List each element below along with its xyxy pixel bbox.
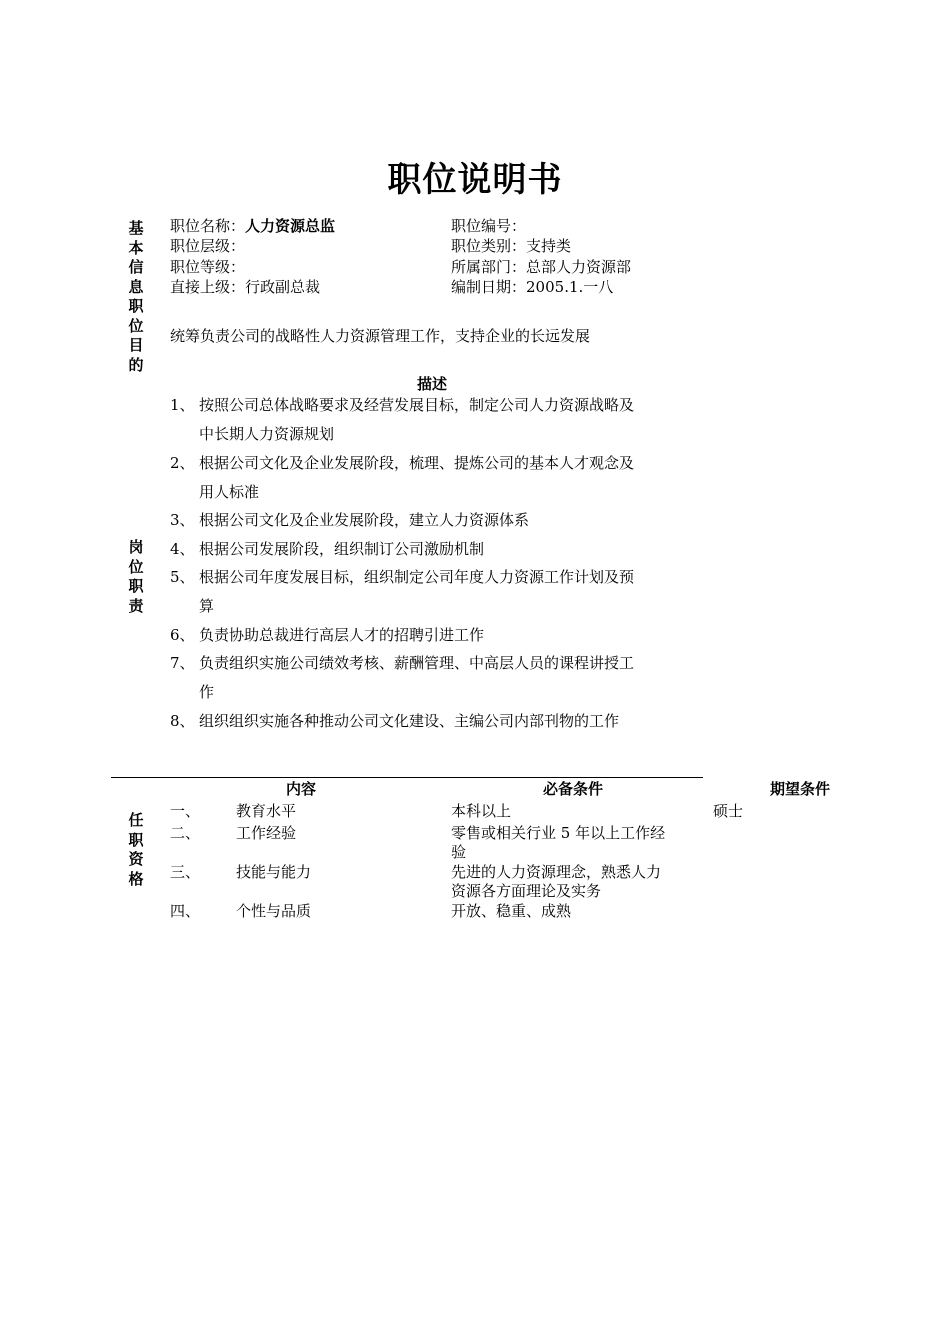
date-label: 编制日期： — [451, 278, 527, 296]
label-char: 目 — [128, 336, 144, 354]
label-char: 位 — [128, 316, 144, 335]
label-char: 责 — [128, 596, 144, 615]
qual-required — [451, 824, 701, 862]
department-label: 所属部门： — [451, 258, 527, 276]
duty-line: 负责组织实施公司绩效考核、薪酬管理、中高层人员的课程讲授工 — [199, 654, 635, 672]
position-name-row — [170, 216, 335, 236]
qual-item: 个性与品质 — [236, 902, 312, 920]
duty-line: 作 — [199, 683, 215, 701]
label-char: 职 — [128, 577, 144, 595]
duty-number: 4、 — [170, 540, 195, 558]
label-char: 任 — [128, 811, 144, 829]
position-name-label: 职位名称： — [170, 217, 246, 235]
section-label-qualifications — [121, 811, 151, 889]
duty-line: 根据公司发展阶段，组织制订公司激励机制 — [199, 540, 485, 558]
qual-desired: 硕士 — [713, 802, 744, 820]
qual-number: 一、 — [170, 802, 201, 820]
qual-required-line: 验 — [451, 843, 467, 861]
purpose-text: 统筹负责公司的战略性人力资源管理工作，支持企业的长远发展 — [170, 327, 591, 345]
duty-line: 根据公司文化及企业发展阶段，梳理、提炼公司的基本人才观念及 — [199, 454, 635, 472]
qual-required — [451, 902, 701, 921]
qual-required-line: 先进的人力资源理念，熟悉人力 — [451, 863, 662, 881]
qual-required — [451, 863, 701, 901]
label-char: 的 — [128, 355, 144, 374]
duty-number: 2、 — [170, 454, 195, 472]
table-divider — [111, 777, 703, 778]
duty-number: 5、 — [170, 568, 195, 586]
qual-required-line: 资源各方面理论及实务 — [451, 882, 602, 900]
qual-number: 二、 — [170, 824, 201, 842]
level-label: 职位层级： — [170, 237, 246, 255]
header-required: 必备条件 — [542, 780, 603, 798]
duty-number: 6、 — [170, 626, 195, 644]
label-char: 信 — [128, 258, 144, 276]
label-char: 格 — [128, 869, 144, 888]
duty-number: 8、 — [170, 712, 195, 730]
position-code-label: 职位编号： — [451, 217, 527, 235]
section-label-purpose — [121, 297, 151, 375]
duty-number: 7、 — [170, 654, 195, 672]
duty-line: 中长期人力资源规划 — [199, 425, 335, 443]
duty-line: 负责协助总裁进行高层人才的招聘引进工作 — [199, 626, 485, 644]
duty-number: 1、 — [170, 396, 195, 414]
grade-row — [170, 257, 245, 277]
supervisor-label: 直接上级： — [170, 278, 246, 296]
header-content: 内容 — [285, 780, 316, 798]
qual-item: 教育水平 — [236, 802, 297, 820]
category-label: 职位类别： — [451, 237, 527, 255]
section-label-duties — [121, 538, 151, 616]
qual-required — [451, 802, 701, 821]
department-row — [451, 257, 631, 277]
qual-item: 工作经验 — [236, 824, 297, 842]
duties-header: 描述 — [416, 375, 447, 393]
label-char: 息 — [128, 277, 144, 296]
grade-label: 职位等级： — [170, 258, 246, 276]
duty-line: 按照公司总体战略要求及经营发展目标，制定公司人力资源战略及 — [199, 396, 635, 414]
label-char: 位 — [128, 557, 144, 576]
category-value: 支持类 — [526, 237, 572, 255]
label-char: 职 — [128, 297, 144, 315]
page-title: 职位说明书 — [387, 160, 563, 200]
qual-required-line: 零售或相关行业 5 年以上工作经 — [451, 824, 666, 842]
level-row — [170, 236, 245, 256]
label-char: 岗 — [128, 538, 144, 556]
category-row — [451, 236, 571, 256]
date-value: 2005.1.一八 — [526, 278, 614, 296]
date-row — [451, 277, 613, 297]
qual-item: 技能与能力 — [236, 863, 312, 881]
duty-line: 根据公司文化及企业发展阶段，建立人力资源体系 — [199, 511, 530, 529]
duty-line: 根据公司年度发展目标，组织制定公司年度人力资源工作计划及预 — [199, 568, 635, 586]
department-value: 总部人力资源部 — [526, 258, 632, 276]
label-char: 资 — [128, 850, 144, 868]
duty-number: 3、 — [170, 511, 195, 529]
qual-required-line: 本科以上 — [451, 802, 512, 820]
qual-number: 四、 — [170, 902, 201, 920]
header-desired: 期望条件 — [769, 780, 830, 798]
label-char: 职 — [128, 830, 144, 849]
position-code-row — [451, 216, 526, 236]
qual-required-line: 开放、稳重、成熟 — [451, 902, 572, 920]
duty-line: 用人标准 — [199, 483, 260, 501]
supervisor-row — [170, 277, 320, 297]
duty-line: 算 — [199, 597, 215, 615]
label-char: 本 — [128, 238, 144, 257]
section-label-basic-info — [121, 219, 151, 297]
qual-number: 三、 — [170, 863, 201, 881]
position-name-value: 人力资源总监 — [245, 217, 336, 235]
duty-line: 组织组织实施各种推动公司文化建设、主编公司内部刊物的工作 — [199, 712, 620, 730]
label-char: 基 — [128, 219, 144, 237]
supervisor-value: 行政副总裁 — [245, 278, 321, 296]
